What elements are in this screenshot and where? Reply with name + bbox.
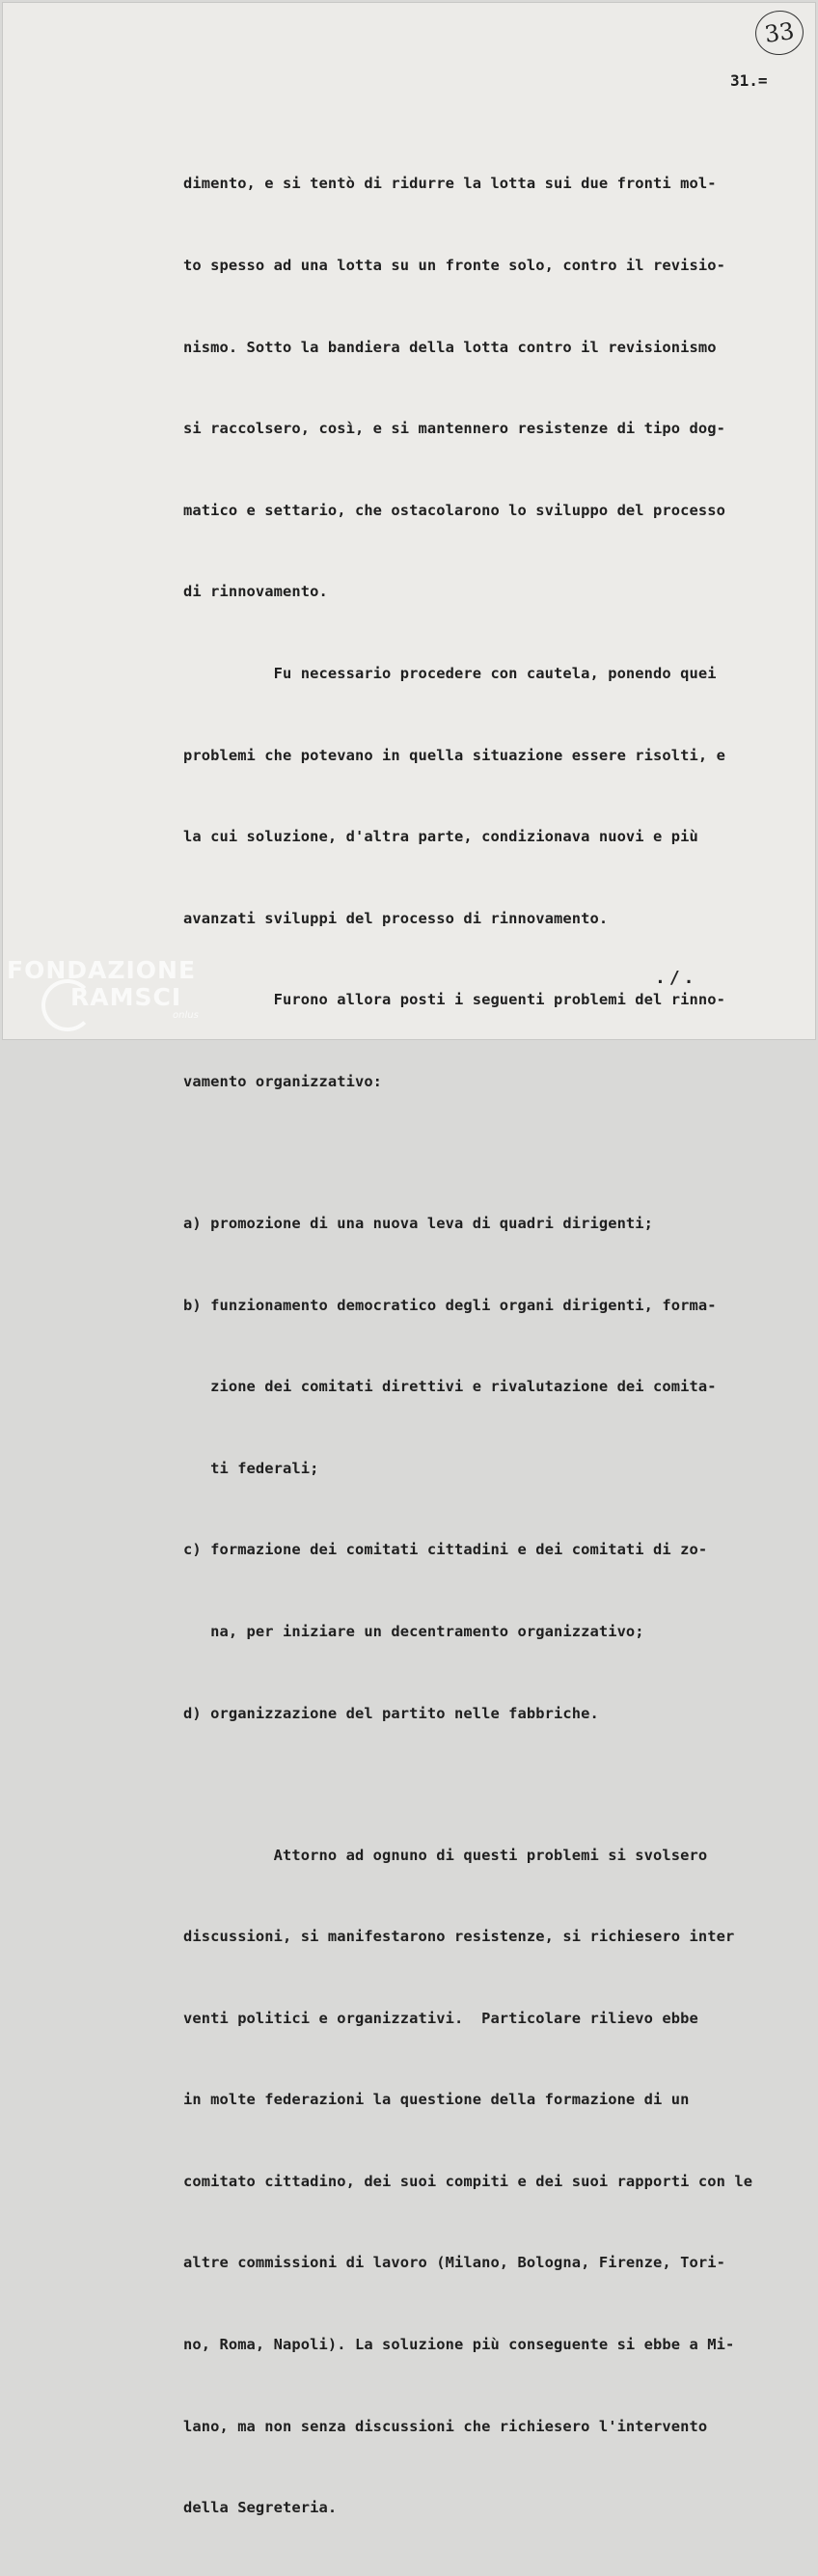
text-line: to spesso ad una lotta su un fronte solo, contro il revisio- [183, 257, 725, 274]
watermark-logo [7, 956, 209, 1037]
text-line: zione dei comitati direttivi e rivalutazione dei comita- [183, 1378, 717, 1396]
text-line: discussioni, si manifestarono resistenze, si richiesero inter [183, 1928, 735, 1946]
list-item: a) promozione di una nuova leva di quadri dirigenti; [183, 1214, 654, 1232]
archive-number-circle: 33 [752, 8, 806, 59]
page-number: 31.= [730, 71, 768, 90]
text-line: la cui soluzione, d'altra parte, condizionava nuovi e più [183, 828, 698, 846]
text-line: ti federali; [183, 1459, 319, 1477]
text-line: problemi che potevano in quella situazione essere risolti, e [183, 746, 725, 764]
text-line: in molte federazioni la questione della formazione di un [183, 2091, 690, 2109]
continuation-mark: ./. [655, 968, 698, 988]
text-line: avanzati sviluppi del processo di rinnovamento. [183, 909, 609, 927]
watermark-line2: RAMSCI [70, 983, 182, 1011]
list-item: b) funzionamento democratico degli organi dirigenti, forma- [183, 1296, 717, 1314]
text-line: Fu necessario procedere con cautela, ponendo quei [183, 664, 717, 682]
text-line: venti politici e organizzativi. Particolare rilievo ebbe [183, 2009, 698, 2027]
document-page [2, 2, 816, 2517]
list-item: c) formazione dei comitati cittadini e dei comitati di zo- [183, 1541, 708, 1559]
text-line: dimento, e si tentò di ridurre la lotta sui due fronti mol- [183, 175, 717, 193]
text-line: si raccolsero, così, e si mantennero resistenze di tipo dog- [183, 420, 725, 438]
text-line: della Segreteria. [183, 2499, 338, 2517]
text-line: na, per iniziare un decentramento organizzativo; [183, 1622, 644, 1640]
text-line: comitato cittadino, dei suoi compiti e dei suoi rapporti con le [183, 2172, 753, 2190]
text-line: lano, ma non senza discussioni che richiesero l'intervento [183, 2417, 708, 2435]
text-line: Furono allora posti i seguenti problemi del rinno- [183, 991, 725, 1009]
text-line: matico e settario, che ostacolarono lo sviluppo del processo [183, 501, 725, 519]
list-item: d) organizzazione del partito nelle fabbriche. [183, 1704, 599, 1722]
text-line: Attorno ad ognuno di questi problemi si svolsero [183, 1846, 708, 1864]
watermark-sub: onlus [173, 1010, 199, 1021]
text-line: altre commissioni di lavoro (Milano, Bologna, Firenze, Tori- [183, 2254, 725, 2272]
text-line: no, Roma, Napoli). La soluzione più conseguente si ebbe a Mi- [183, 2336, 735, 2354]
typed-text-body [183, 116, 801, 2576]
text-line: vamento organizzativo: [183, 1072, 383, 1090]
text-line: di rinnovamento. [183, 583, 328, 601]
watermark-line1: FONDAZIONE [7, 956, 197, 984]
text-line: nismo. Sotto la bandiera della lotta contro il revisionismo [183, 338, 717, 356]
